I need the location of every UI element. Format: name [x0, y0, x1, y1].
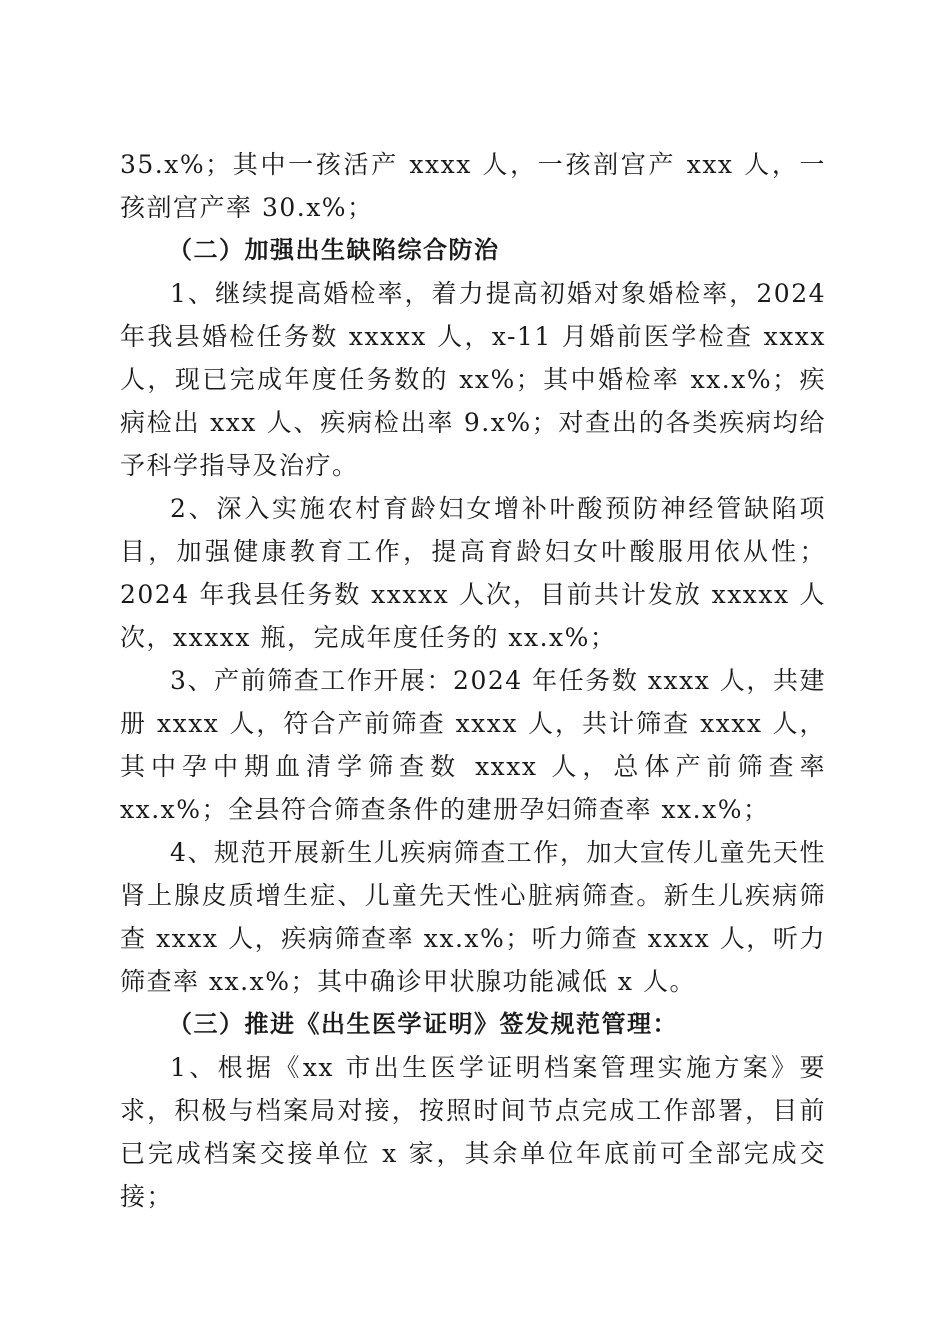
continuation-paragraph: 35.x%；其中一孩活产 xxxx 人，一孩剖宫产 xxx 人，一孩剖宫产率 30.x%； [120, 150, 826, 222]
paragraph-prenatal-screening: 3、产前筛查工作开展：2024 年任务数 xxxx 人，共建册 xxxx 人，符合产前筛查 xxxx 人，共计筛查 xxxx 人，其中孕中期血清学筛查数 xxxx 人，总体产前筛查率 xx.x%；全县符合筛查条件的建册孕妇筛查率 xx.x%； [120, 666, 826, 824]
paragraph-birth-certificate: 1、根据《xx 市出生医学证明档案管理实施方案》要求，积极与档案局对接，按照时间节点完成工作部署，目前已完成档案交接单位 x 家，其余单位年底前可全部完成交接； [120, 1053, 826, 1211]
section-heading-2: （二）加强出生缺陷综合防治 [168, 236, 500, 264]
document-body [120, 143, 826, 1218]
paragraph-newborn-screening: 4、规范开展新生儿疾病筛查工作，加大宣传儿童先天性肾上腺皮质增生症、儿童先天性心脏病筛查。新生儿疾病筛查 xxxx 人，疾病筛查率 xx.x%；听力筛查 xxxx 人，听力筛查率 xx.x%；其中确诊甲状腺功能减低 x 人。 [120, 838, 826, 996]
section-heading-3: （三）推进《出生医学证明》签发规范管理： [168, 1010, 678, 1038]
paragraph-marriage-exam: 1、继续提高婚检率，着力提高初婚对象婚检率，2024 年我县婚检任务数 xxxxx 人，x-11 月婚前医学检查 xxxx 人，现已完成年度任务数的 xx%；其中婚检率 xx.x%；疾病检出 xxx 人、疾病检出率 9.x%；对查出的各类疾病均给予科学指导及治疗。 [120, 279, 826, 480]
paragraph-folic-acid: 2、深入实施农村育龄妇女增补叶酸预防神经管缺陷项目，加强健康教育工作，提高育龄妇女叶酸服用依从性；2024 年我县任务数 xxxxx 人次，目前共计发放 xxxxx 人次，xxxxx 瓶，完成年度任务的 xx.x%； [120, 494, 826, 652]
